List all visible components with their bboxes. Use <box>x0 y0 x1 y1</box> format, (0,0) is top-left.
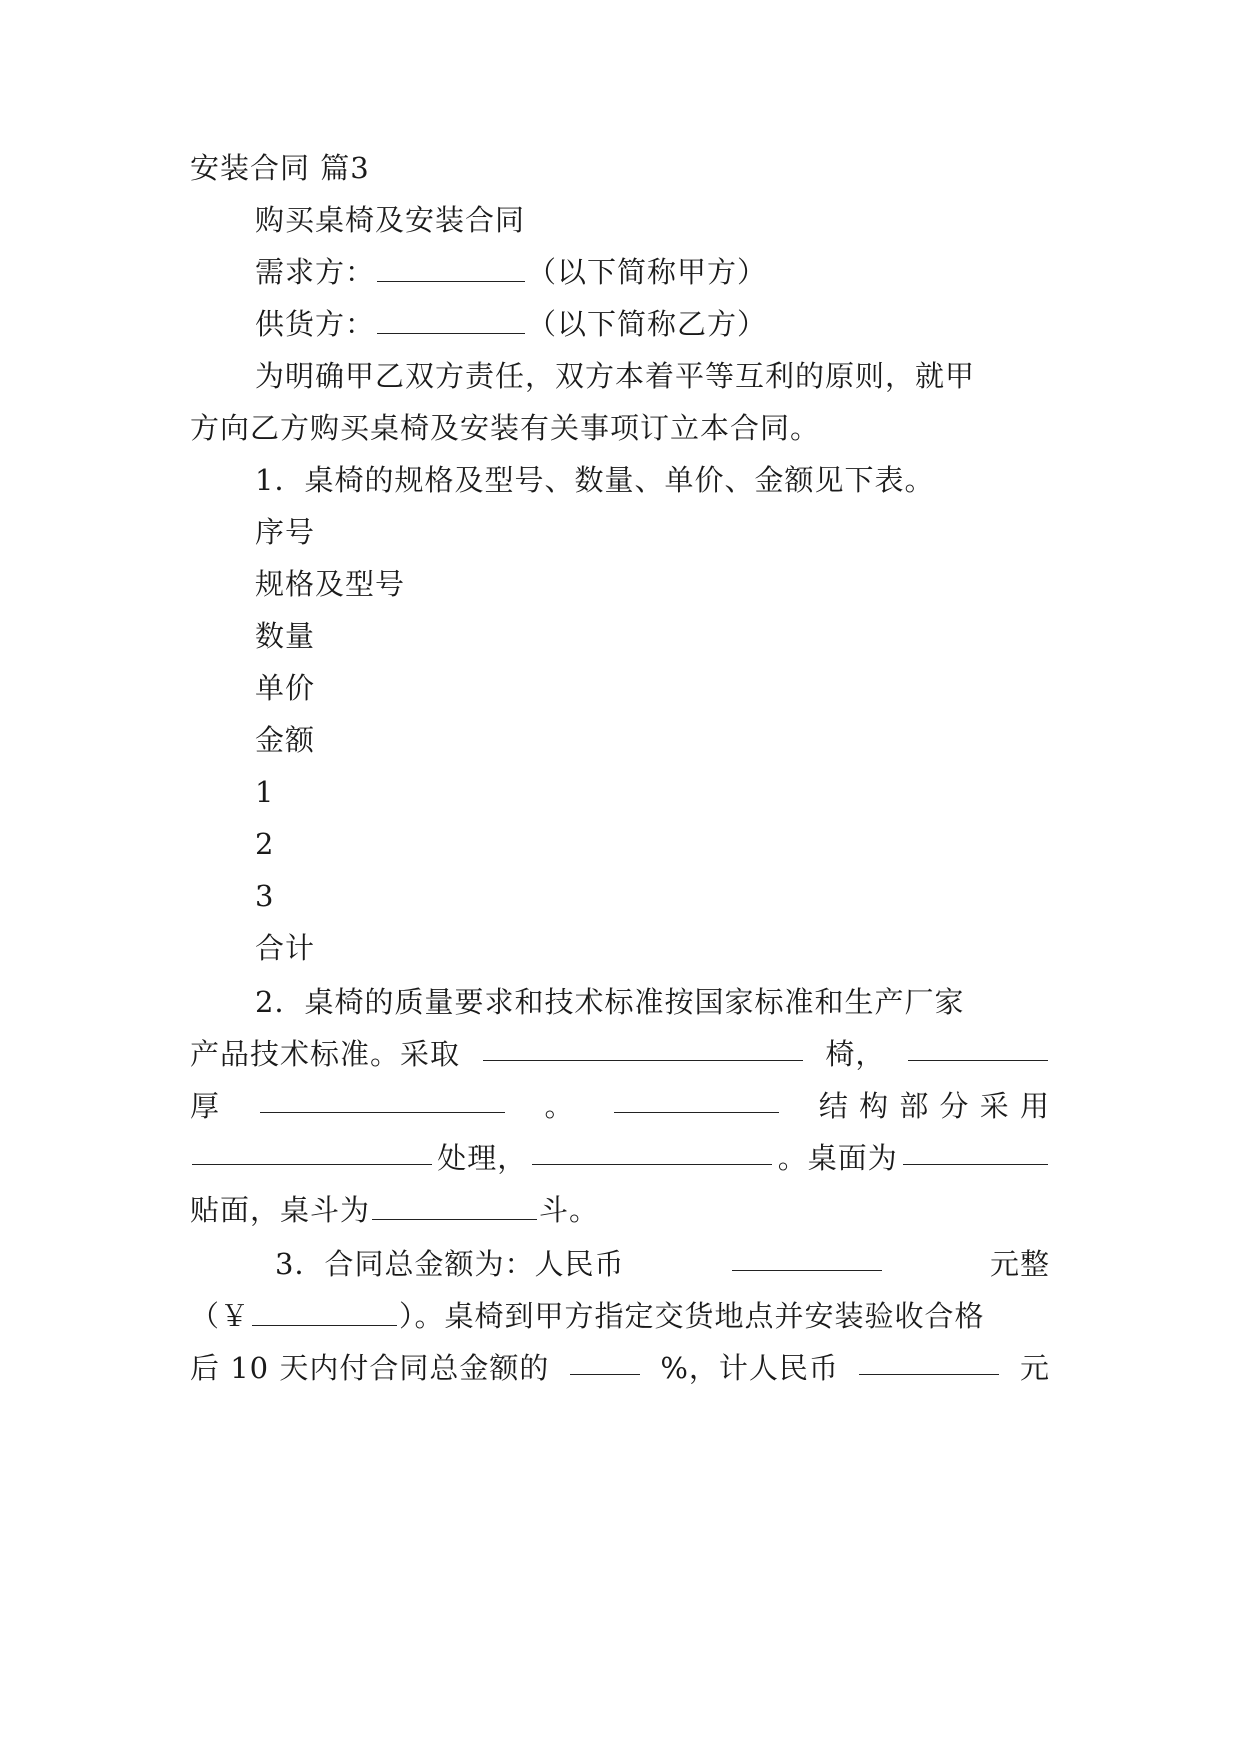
percent-blank <box>570 1348 640 1375</box>
clause-3-text: %，计人民币 <box>660 1351 839 1385</box>
table-header-spec: 规格及型号 <box>255 567 406 601</box>
party-a-label: 需求方： <box>255 255 376 289</box>
clause-2-text: 厚 <box>190 1089 221 1123</box>
table-header-amount: 金额 <box>255 723 316 757</box>
clause-3-text: 元整 <box>989 1247 1050 1281</box>
clause-3-text: ）。桌椅到甲方指定交货地点并安装验收合格 <box>399 1299 985 1333</box>
party-b-blank <box>377 307 525 334</box>
clause-3-line-1 <box>275 1244 1050 1284</box>
chair-blank <box>908 1034 1048 1061</box>
clause-3-text: 后 10 天内付合同总金额的 <box>190 1351 550 1385</box>
desktop-blank <box>903 1138 1048 1165</box>
structure-blank <box>614 1086 779 1113</box>
clause-1: 1．桌椅的规格及型号、数量、单价、金额见下表。 <box>255 463 935 497</box>
table-total: 合计 <box>255 931 316 965</box>
clause-2-text: 。 <box>544 1089 575 1123</box>
party-a-note: （以下简称甲方） <box>527 255 768 289</box>
amount-number-blank <box>252 1299 397 1326</box>
clause-2-text: 斗。 <box>539 1193 600 1227</box>
clause-2-text: 产品技术标准。采取 <box>190 1037 461 1071</box>
document-heading: 安装合同 篇3 <box>190 151 370 185</box>
clause-2-text: 结 构 部 分 采 用 <box>818 1089 1050 1123</box>
party-a-blank <box>377 255 525 282</box>
table-row-2: 2 <box>255 827 275 861</box>
drawer-blank <box>372 1193 537 1220</box>
clause-2-line-5 <box>190 1190 1050 1230</box>
intro-line-1: 为明确甲乙双方责任，双方本着平等互利的原则，就甲 <box>255 359 976 393</box>
party-b-note: （以下简称乙方） <box>527 307 768 341</box>
table-row-1: 1 <box>255 775 275 809</box>
table-header-unit-price: 单价 <box>255 671 316 705</box>
clause-3-text: 3．合同总金额为：人民币 <box>275 1247 625 1281</box>
clause-2-text: 椅， <box>825 1037 886 1071</box>
party-a-line <box>255 252 1050 292</box>
contract-title: 购买桌椅及安装合同 <box>255 203 526 237</box>
clause-3-line-2 <box>190 1296 1050 1336</box>
party-b-label: 供货方： <box>255 307 376 341</box>
table-header-quantity: 数量 <box>255 619 316 653</box>
clause-2-text: 处理， <box>437 1141 528 1175</box>
treatment-detail-blank <box>532 1138 772 1165</box>
treatment-blank <box>192 1138 432 1165</box>
intro-line-2: 方向乙方购买桌椅及安装有关事项订立本合同。 <box>190 411 821 445</box>
clause-2-line-3 <box>190 1086 1050 1126</box>
material-blank <box>483 1034 803 1061</box>
payment-amount-blank <box>859 1348 999 1375</box>
total-amount-blank <box>732 1244 882 1271</box>
clause-2-text: 。桌面为 <box>777 1141 898 1175</box>
clause-2-line-1: 2．桌椅的质量要求和技术标准按国家标准和生产厂家 <box>255 985 965 1019</box>
clause-2-text: 贴面，桌斗为 <box>190 1193 371 1227</box>
clause-3-text: （￥ <box>190 1299 251 1333</box>
table-header-index: 序号 <box>255 515 316 549</box>
thickness-blank <box>260 1086 505 1113</box>
table-row-3: 3 <box>255 879 275 913</box>
clause-3-text: 元 <box>1019 1351 1050 1385</box>
clause-2-line-2 <box>190 1034 1050 1074</box>
clause-2-line-4 <box>190 1138 1050 1178</box>
party-b-line <box>255 304 1050 344</box>
clause-3-line-3 <box>190 1348 1050 1388</box>
